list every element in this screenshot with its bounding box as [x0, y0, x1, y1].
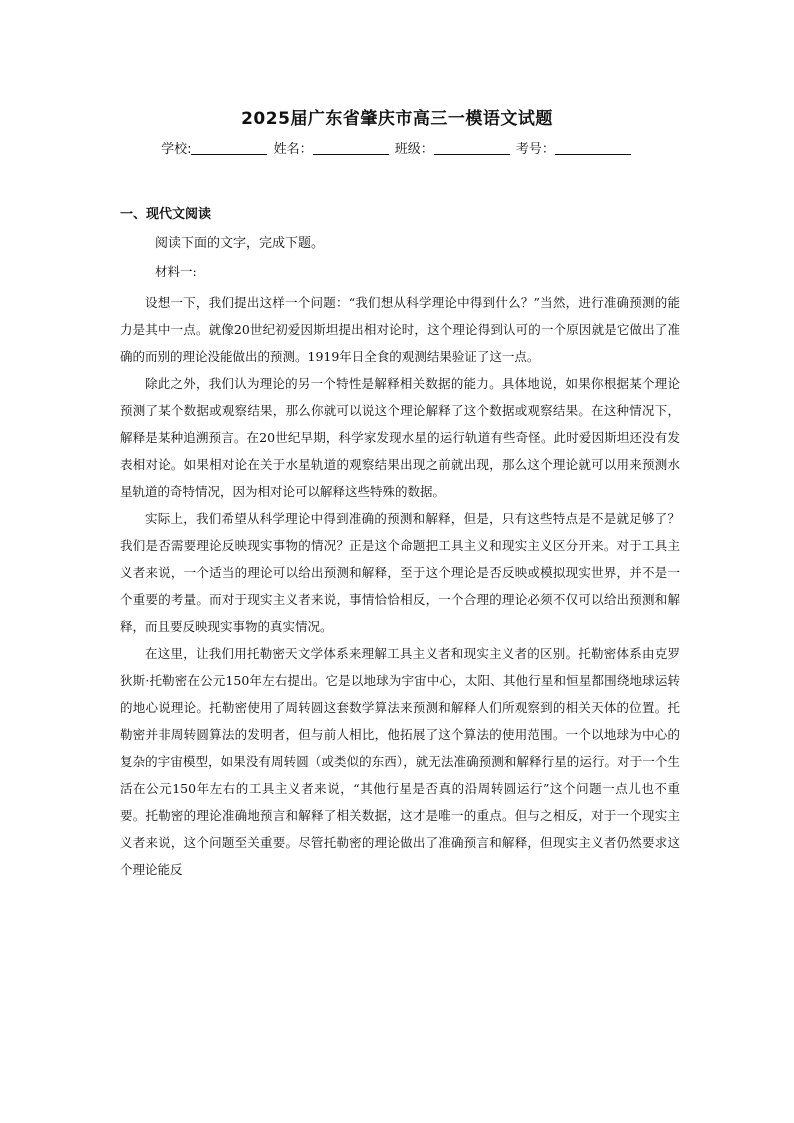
name-label: 姓名： — [273, 142, 313, 157]
school-label: 学校: — [161, 142, 192, 157]
name-blank[interactable] — [313, 154, 389, 155]
material-label: 材料一: — [155, 264, 197, 279]
paragraph: 实际上，我们希望从科学理论中得到准确的预测和解释，但是，只有这些特点是不是就足够了？我们是否需要理论反映现实事物的情况？正是这个命题把工具主义和现实主义区分开来。对于工具主义者来说，一个适当的理论可以给出预测和解释，至于这个理论是否反映或模拟现实世界，并不是一个重要的考量。而对于现实主义者来说，事情恰恰相反，一个合理的理论必须不仅可以给出预测和解释，而且要反映现实事物的真实情况。 — [120, 511, 680, 634]
page-title: 2025届广东省肇庆市高三一模语文试题 — [241, 109, 553, 129]
school-blank[interactable] — [191, 154, 267, 155]
paragraph: 设想一下，我们提出这样一个问题：“我们想从科学理论中得到什么？”当然，进行准确预测的能力是其中一点。就像20世纪初爱因斯坦提出相对论时，这个理论得到认可的一个原因就是它做出了准确的而别的理论没能做出的预测。1919年日全食的观测结果验证了这一点。 — [120, 295, 680, 364]
paragraph: 除此之外，我们认为理论的另一个特性是解释相关数据的能力。具体地说，如果你根据某个理论预测了某个数据或观察结果，那么你就可以说这个理论解释了这个数据或观察结果。在这种情况下，解释是某种追溯预言。在20世纪早期，科学家发现水星的运行轨道有些奇怪。此时爱因斯坦还没有发表相对论。如果相对论在关于水星轨道的观察结果出现之前就出现，那么这个理论就可以用来预测水星轨道的奇特情况，因为相对论可以解释这些特殊的数据。 — [120, 376, 680, 499]
student-info-line — [0, 138, 794, 157]
class-blank[interactable] — [434, 154, 510, 155]
paragraph: 在这里，让我们用托勒密天文学体系来理解工具主义者和现实主义者的区别。托勒密体系由克罗狄斯·托勒密在公元150年左右提出。它是以地球为宇宙中心，太阳、其他行星和恒星都围绕地球运转的地心说理论。托勒密使用了周转圆这套数学算法来预测和解释人们所观察到的相关天体的位置。托勒密并非周转圆算法的发明者，但与前人相比，他拓展了这个算法的使用范围。一个以地球为中心的复杂的宇宙模型，如果没有周转圆（或类似的东西），就无法准确预测和解释行星的运行。对于一个生活在公元150年左右的工具主义者来说，“其他行星是否真的沿周转圆运行”这个问题一点儿也不重要。托勒密的理论准确地预言和解释了相关数据，这才是唯一的重点。但与之相反，对于一个现实主义者来说，这个问题至关重要。尽管托勒密的理论做出了准确预言和解释，但现实主义者仍然要求这个理论能反 — [120, 646, 680, 877]
reading-instruction: 阅读下面的文字，完成下题。 — [155, 236, 325, 251]
passage-body — [120, 289, 680, 883]
section-heading: 一、现代文阅读 — [120, 207, 212, 222]
exam-number-label: 考号： — [515, 142, 555, 157]
exam-number-blank[interactable] — [555, 154, 631, 155]
class-label: 班级： — [394, 142, 434, 157]
